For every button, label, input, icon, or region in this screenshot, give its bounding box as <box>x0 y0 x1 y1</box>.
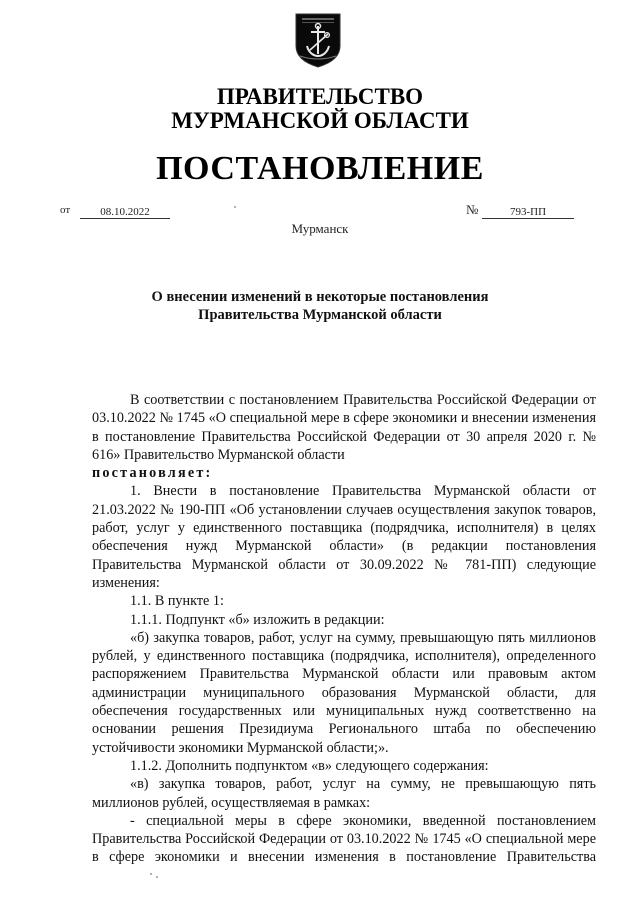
intro-paragraph <box>92 391 596 464</box>
government-title-line1: ПРАВИТЕЛЬСТВО <box>216 84 424 109</box>
paragraph-1-1-2: 1.1.2. Дополнить подпунктом «в» следующего содержания: <box>130 757 489 774</box>
date-label: от <box>60 204 71 216</box>
city-name: Мурманск <box>291 221 349 236</box>
intro-text: В соответствии с постановлением Правительства Российской Федерации от 03.10.2022 № 1745 «О специальной мере в сфере экономики и внесении изменения в постановление Правительства Российской Федерации от 30 апреля 2020 г. № 616» Правительство Мурманской области <box>92 392 596 463</box>
document-type-title: ПОСТАНОВЛЕНИЕ <box>156 150 484 187</box>
document-subject: О внесении изменений в некоторые постановления Правительства Мурманской области <box>151 289 489 323</box>
decrees-word: постановляет: <box>92 465 213 482</box>
date-value: 08.10.2022 <box>80 206 170 219</box>
paragraph-1: 1. Внести в постановление Правительства Мурманской области от 21.03.2022 № 190-ПП «Об установлении случаев осуществления закупок товаров, работ, услуг у единственного поставщика (подрядчика, исполнителя) в целях обеспечения нужд Мурманской области» (в редакции постановления Правительства Мурманской области от 30.09.2022 № 781-ПП) следующие изменения: <box>92 483 596 591</box>
special-measure-item: - специальной меры в сфере экономики, введенной постановлением Правительства Российской Федерации от 03.10.2022 № 1745 «О специальной мере в сфере экономики и внесении изменения в постановление Правительства <box>92 812 596 866</box>
paragraph-1-1: 1.1. В пункте 1: <box>130 593 224 610</box>
scan-speck <box>150 873 152 875</box>
coat-of-arms-icon <box>294 12 342 68</box>
scan-speck <box>234 206 236 208</box>
scan-speck <box>156 876 158 878</box>
number-label: № <box>466 202 479 217</box>
government-title-line2: МУРМАНСКОЙ ОБЛАСТИ <box>171 108 469 133</box>
document-body <box>92 391 596 867</box>
number-value: 793-ПП <box>482 206 574 219</box>
subpoint-v-text: «в) закупка товаров, работ, услуг на сумму, не превышающую пять миллионов рублей, осуществляемая в рамках: <box>92 776 596 811</box>
subpoint-b-text: «б) закупка товаров, работ, услуг на сумму, превышающую пять миллионов рублей, у единственного поставщика (подрядчика, исполнителя), определенного распоряжением Правительства Мурманской области или правовым актом администрации муниципального образования Мурманской области, для обеспечения государственных или муниципальных нужд соответственно на основании решения Президиума Регионального штаба по обеспечению устойчивости экономики Мурманской области;». <box>92 629 596 756</box>
paragraph-1-1-1: 1.1.1. Подпункт «б» изложить в редакции: <box>130 611 385 628</box>
